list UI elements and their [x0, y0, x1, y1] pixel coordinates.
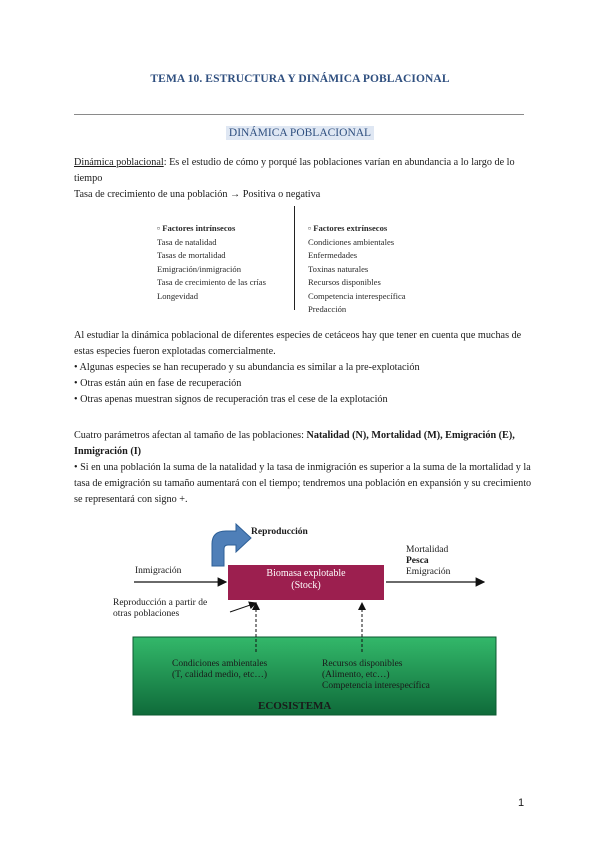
resources-line1: Recursos disponibles — [322, 659, 403, 669]
cetaceans-bullet: • Otras apenas muestran signos de recuperación tras el cese de la explotación — [74, 394, 388, 405]
intrinsic-item: Longevidad — [157, 290, 199, 301]
intrinsic-item: Emigración/inmigración — [157, 263, 242, 274]
repro-other-label — [113, 598, 207, 620]
environment-label — [172, 659, 267, 681]
extrinsic-item: Toxinas naturales — [308, 263, 369, 274]
section-heading-text: DINÁMICA POBLACIONAL — [226, 126, 374, 140]
immigration-label: Inmigración — [135, 566, 182, 576]
cetaceans-bullet: • Otras están aún en fase de recuperación — [74, 378, 242, 389]
repro-other-line1: Reproducción a partir de — [113, 598, 208, 608]
repro-other-arrow — [230, 603, 256, 612]
reproduction-label: Reproducción — [251, 527, 308, 537]
emigration-label: Emigración — [406, 567, 451, 577]
page-title: TEMA 10. ESTRUCTURA Y DINÁMICA POBLACIONAL — [150, 73, 450, 85]
page-number: 1 — [518, 797, 525, 809]
parameters-lead: Cuatro parámetros afectan al tamaño de las poblaciones: — [74, 430, 307, 441]
stock-label-line2: (Stock) — [291, 580, 321, 591]
resources-line3: Competencia interespecífica — [322, 681, 430, 691]
repro-other-line2: otras poblaciones — [113, 609, 180, 619]
fishing-label: Pesca — [406, 556, 429, 566]
extrinsic-item: Enfermedades — [308, 250, 358, 260]
parameters-bold: Natalidad (N), Mortalidad (M), Emigración (E), Inmigración (I) — [74, 430, 515, 457]
intrinsic-item: Tasa de natalidad — [157, 236, 217, 247]
intro-definition: : Es el estudio de cómo y porqué las poblaciones varían en abundancia a lo largo de lo tiempo — [74, 157, 515, 184]
stock-label — [228, 568, 384, 592]
extrinsic-item: Competencia interespecífica — [308, 290, 406, 301]
environment-line1: Condiciones ambientales — [172, 659, 268, 669]
extrinsic-item: Predacción — [308, 304, 347, 314]
mortality-label: Mortalidad — [406, 545, 449, 555]
intrinsic-item: Tasas de mortalidad — [157, 250, 226, 260]
growth-rate-line: Tasa de crecimiento de una población → Positiva o negativa — [74, 189, 321, 200]
environment-line2: (T, calidad medio, etc…) — [172, 670, 268, 680]
parameters-rule: • Si en una población la suma de la natalidad y la tasa de inmigración es superior a la suma de la mortalidad y la tasa de emigración su tamaño aumentará con el tiempo; tendremos una población en expansión y su crecimiento se representará con signo +. — [74, 462, 532, 505]
extrinsic-item: Recursos disponibles — [308, 277, 381, 287]
reproduction-arrow-icon — [212, 524, 251, 566]
extrinsic-item: Condiciones ambientales — [308, 236, 395, 247]
cetaceans-line: Al estudiar la dinámica poblacional de diferentes especies de cetáceos hay que tener en cuenta que muchas de estas especies fueron explotadas comercialmente. — [74, 330, 522, 357]
resources-label — [322, 659, 430, 692]
resources-line2: (Alimento, etc…) — [322, 670, 390, 680]
cetaceans-bullet: • Algunas especies se han recuperado y su abundancia es similar a la pre-explotación — [74, 362, 420, 373]
extrinsic-heading: ▫ Factores extrínsecos — [308, 223, 388, 233]
ecosystem-label: ECOSISTEMA — [258, 700, 332, 712]
intrinsic-heading: ▫ Factores intrínsecos — [157, 223, 236, 233]
stock-label-line1: Biomasa explotable — [266, 568, 346, 579]
intrinsic-item: Tasa de crecimiento de las crías — [157, 277, 266, 287]
outputs-label — [406, 545, 450, 578]
intro-term: Dinámica poblacional — [74, 157, 164, 168]
